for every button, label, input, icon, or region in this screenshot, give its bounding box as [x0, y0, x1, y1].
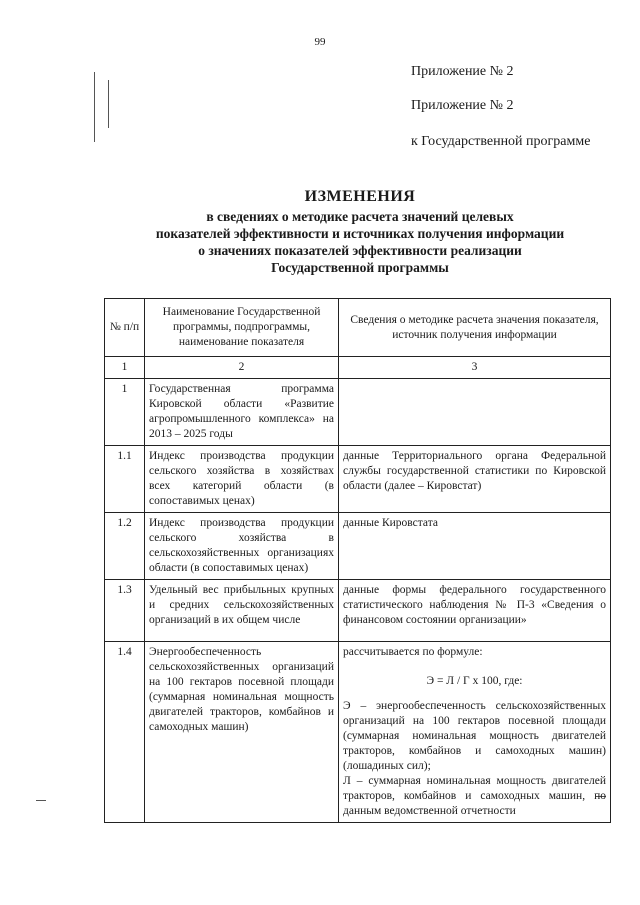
appendix-line-1: Приложение № 2 [411, 64, 514, 79]
table-row [105, 446, 611, 513]
title-line-4: Государственной программы [271, 260, 449, 275]
indicators-table [104, 298, 611, 823]
formula-var-e: Э – энергообеспеченность сельскохозяйственных организаций на 100 гектаров посевной площади (суммарная номинальная мощность двигателей тракторов, комбайнов и самоходных машин) (лошадиных сил); [343, 700, 606, 772]
row-num: 1.2 [105, 513, 145, 580]
title-line-3: о значениях показателей эффективности реализации [198, 243, 522, 258]
row-info [339, 379, 611, 446]
table-row [105, 379, 611, 446]
row-info-formula-cell [339, 642, 611, 823]
header-info: Сведения о методике расчета значения показателя, источник получения информации [339, 299, 611, 357]
formula: Э = Л / Г х 100, где: [426, 675, 523, 687]
row-num: 1.1 [105, 446, 145, 513]
row-num: 1.4 [105, 642, 145, 823]
row-info: данные Территориального органа Федеральной службы государственной статистики по Кировской области (далее – Кировстат) [339, 446, 611, 513]
formula-var-l: Л – суммарная номинальная мощность двигателей тракторов, комбайнов и самоходных машин, по данным ведомственной отчетности [343, 775, 606, 817]
row-name: Государственная программа Кировской области «Развитие агропромышленного комплекса» на 2013 – 2025 годы [145, 379, 339, 446]
title-line-2: показателей эффективности и источниках получения информации [155, 226, 565, 241]
appendix-line-3: к Государственной программе [411, 134, 591, 149]
table-header-row [105, 299, 611, 357]
row-num: 1 [105, 379, 145, 446]
table-row [105, 642, 611, 823]
row-name: Энергообеспеченность сельскохозяйственных организаций на 100 гектаров посевной площади (суммарная номинальная мощность двигателей тракторов, комбайнов и самоходных машин) [145, 642, 339, 823]
document-title [110, 188, 610, 276]
index-cell: 2 [145, 357, 339, 379]
margin-mark [94, 72, 95, 142]
table-row [105, 580, 611, 642]
page-number: 99 [314, 36, 326, 48]
row-num: 1.3 [105, 580, 145, 642]
margin-mark [36, 800, 46, 801]
row-info: данные Кировстата [339, 513, 611, 580]
index-cell: 1 [105, 357, 145, 379]
appendix-line-2: Приложение № 2 [411, 98, 514, 113]
row-name: Индекс производства продукции сельского хозяйства в сельскохозяйственных организациях области (в сопоставимых ценах) [145, 513, 339, 580]
margin-mark [108, 80, 109, 128]
formula-intro: рассчитывается по формуле: [343, 646, 483, 658]
title-line-1: в сведениях о методике расчета значений целевых [206, 209, 514, 224]
row-name: Удельный вес прибыльных крупных и средних сельскохозяйственных организаций в их общем числе [145, 580, 339, 642]
header-name: Наименование Государственной программы, подпрограммы, наименование показателя [145, 299, 339, 357]
header-num: № п/п [105, 299, 145, 357]
table-index-row [105, 357, 611, 379]
row-name: Индекс производства продукции сельского хозяйства в хозяйствах всех категорий области (в сопоставимых ценах) [145, 446, 339, 513]
title-main: ИЗМЕНЕНИЯ [304, 188, 416, 205]
index-cell: 3 [339, 357, 611, 379]
row-info: данные формы федерального государственного статистического наблюдения № П-3 «Сведения о финансовом состоянии организации» [339, 580, 611, 642]
table-row [105, 513, 611, 580]
